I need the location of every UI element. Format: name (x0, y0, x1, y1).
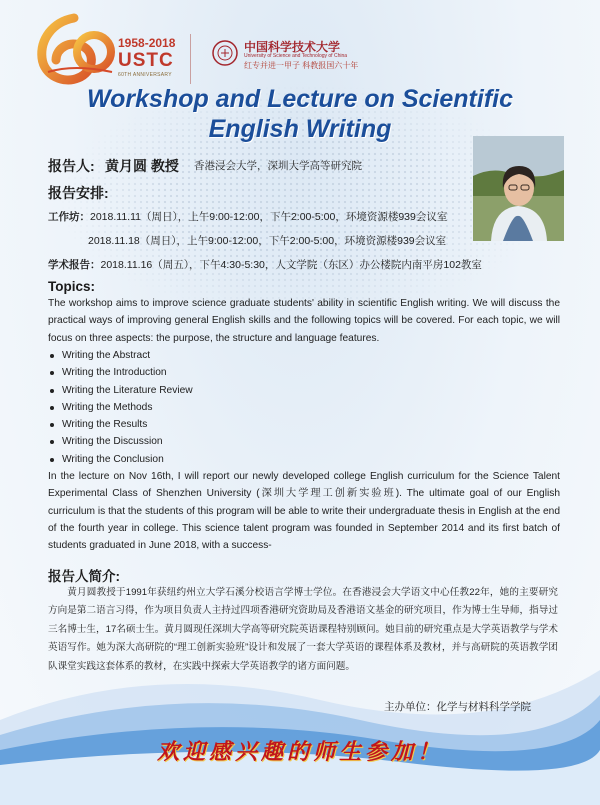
list-item: Writing the Abstract (48, 347, 193, 364)
title-line-2: English Writing (208, 115, 392, 143)
bio-text: 黄月圆教授于1991年获纽约州立大学石溪分校语言学博士学位。在香港浸会大学语文中心任教22年，她的主要研究方向是第二语言习得，作为项目负责人主持过四项香港研究资助局及香港语文基金的研究项目，作为博士生导师，指导过三名博士生，17名硕士生。黄月圆现任深圳大学高等研究院英语课程特别顾问。她目前的研究重点是大学英语教学与学术英语写作。她为深大高研院的“理工创新实验班”设计和发展了一套大学英语的课程体系及教材，并与高研院的英语教学团队课堂实践这套体系的教材，在实践中探索大学英语教学的诸方面问题。 (48, 587, 558, 672)
lecture-session: 2018.11.16（周五），下午4:30-5:30，人文学院（东区）办公楼院内南平房102教室 (100, 259, 482, 271)
workshop-session-1: 2018.11.11（周日），上午9:00-12:00，下午2:00-5:00，环境资源楼939会议室 (90, 211, 448, 223)
anniversary-motto: 红专并进一甲子 科教报国六十年 (244, 61, 359, 70)
university-name-cn: 中国科学技术大学 (244, 40, 341, 54)
workshop-row-1 (48, 209, 447, 224)
ustc-years: 1958-2018 (118, 36, 176, 50)
speaker-affiliation: 香港浸会大学，深圳大学高等研究院 (194, 160, 362, 172)
schedule-label: 报告安排: (48, 185, 109, 201)
university-name-en: University of Science and Technology of China (244, 53, 348, 59)
speaker-name: 黄月圆 教授 (105, 158, 179, 174)
ustc-anniversary: 60TH ANNIVERSARY (118, 72, 172, 78)
title-line-1: Workshop and Lecture on Scientific (87, 85, 513, 113)
list-item: Writing the Conclusion (48, 451, 193, 468)
lecture-label: 学术报告： (48, 259, 101, 271)
poster-title (0, 84, 600, 144)
workshop-session-2: 2018.11.18（周日），上午9:00-12:00，下午2:00-5:00，环境资源楼939会议室 (88, 235, 447, 247)
welcome-banner: 欢迎感兴趣的师生参加！ (156, 739, 443, 765)
speaker-label: 报告人: (48, 158, 95, 174)
list-item: Writing the Results (48, 416, 193, 433)
topics-list (48, 347, 193, 468)
university-seal-icon (212, 40, 238, 66)
list-item: Writing the Literature Review (48, 382, 193, 399)
speaker-photo (473, 136, 564, 241)
host-organizer: 主办单位：化学与材料科学学院 (384, 701, 531, 713)
list-item: Writing the Introduction (48, 364, 193, 381)
workshop-label: 工作坊： (48, 211, 90, 223)
list-item: Writing the Methods (48, 399, 193, 416)
topics-intro: The workshop aims to improve science graduate students' ability in scientific English writing. We will discuss the practical ways of improving general English skills and the following topics will be covered. For each topic, we will focus on three aspects: the purpose, the structure and language features. (48, 298, 560, 344)
ustc-name: USTC (118, 50, 174, 71)
list-item: Writing the Discussion (48, 433, 193, 450)
lecture-description: In the lecture on Nov 16th, I will report our newly developed college English curriculum for the Science Talent Experimental Class of Shenzhen University (深圳大学理工创新实验班). The ultimate goal of our English curriculum is that the students of this program will be able to write their undergraduate thesis in English at the end of the fourth year in college. This science talent program was founded in September 2014 and its first batch of students graduated in June 2018, with a success- (48, 471, 560, 552)
lecture-row (48, 257, 482, 272)
anniversary-60-logo (34, 12, 116, 86)
bio-heading: 报告人简介: (48, 569, 120, 584)
header-divider (190, 34, 191, 84)
topics-heading: Topics: (48, 279, 95, 294)
